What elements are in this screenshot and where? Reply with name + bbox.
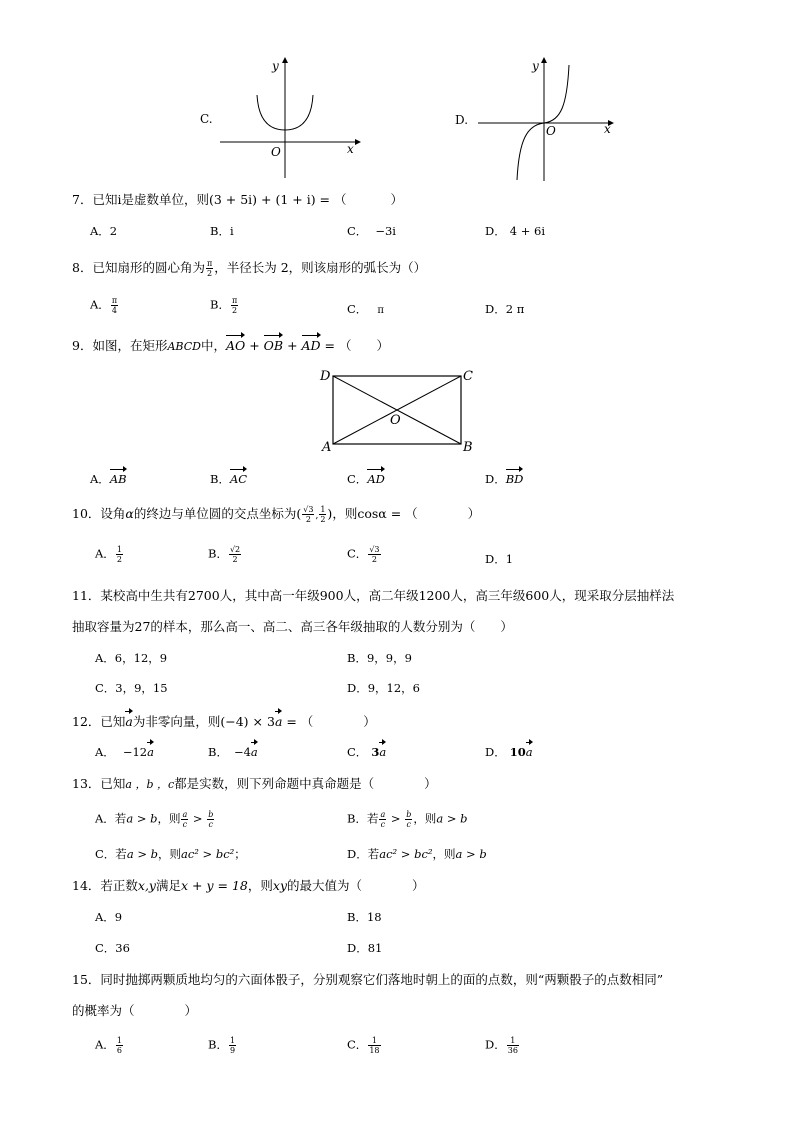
q10-option-d: D．1 [485,552,514,566]
q12-option-d: D． 10a [485,741,533,760]
q8-option-c: C． π [347,302,384,316]
q13-option-a: A．若a > b，则 $\frac{a}{c}$ > $\frac{b}{c}$ [95,810,214,829]
question-7 [72,190,403,208]
q7-option-a: A．2 [90,224,118,238]
x-axis-label: x [347,142,354,156]
vertex-a: A [322,440,332,455]
y-axis-label: y [532,59,539,73]
graph-c-parabola [215,55,365,180]
q12-option-c: C． 3a [347,741,386,760]
question-12: 12．已知a为非零向量，则(−4) × 3a = （ ） [72,710,376,730]
q8-option-b: B． $\frac{\pi}{2}$ [210,296,238,315]
q10-option-b: B． $\frac{√2}{2}$ [208,545,241,564]
origin-label: O [271,145,281,159]
q9-option-c: C．AD [347,468,385,487]
y-axis-arrow [541,57,547,63]
q11-option-d: D．9，12，6 [347,681,420,695]
q8-option-a: A． $\frac{\pi}{4}$ [90,296,118,315]
q11-option-b: B．9，9，9 [347,651,412,665]
q14-option-d: D．81 [347,941,383,955]
question-8: 8．已知扇形的圆心角为 $\frac{\pi}{2}$ ，半径长为 2，则该扇形的弧长为（） [72,259,427,278]
option-d-label: D. [455,113,469,127]
q10-option-c: C． $\frac{√3}{2}$ [347,545,380,564]
q14-option-c: C．36 [95,941,130,955]
question-10: 10．设角α的终边与单位圆的交点坐标为( $\frac{√3}{2}$ , $\frac{1}{2}$ )，则cosα = （ ） [72,505,481,524]
question-13: 13．已知a ，b ，c都是实数，则下列命题中真命题是（ ） [72,776,437,791]
q7-option-c: C． −3i [347,224,396,238]
q8-option-d: D．2 π [485,302,525,316]
q15-option-b: B． $\frac{1}{9}$ [208,1036,236,1055]
q11-option-a: A．6，12，9 [95,651,168,665]
graph-d-cubic [475,55,620,183]
q9-option-d: D．BD [485,468,523,487]
q15-option-c: C． $\frac{1}{18}$ [347,1036,380,1055]
vertex-d: D [320,369,331,384]
question-11-line1: 11．某校高中生共有2700人，其中高一年级900人，高二年级1200人，高三年级600人，现采取分层抽样法 [72,588,675,603]
q14-option-b: B．18 [347,910,382,924]
q12-option-a: A． −12a [95,741,154,760]
question-14: 14．若正数x,y满足x + y = 18，则xy的最大值为（ ） [72,878,425,893]
q15-option-a: A． $\frac{1}{6}$ [95,1036,122,1055]
vertex-c: C [463,369,473,384]
x-axis-label: x [604,122,611,136]
rectangle-abcd-figure [315,362,485,457]
y-axis-label: y [272,59,279,73]
q14-option-a: A．9 [95,910,123,924]
q13-option-d: D．若ac² > bc²，则a > b [347,847,487,861]
center-o: O [390,413,401,428]
origin-label: O [546,124,556,138]
q7-stem: 7．已知i是虚数单位，则 [72,192,209,207]
q13-option-b: B．若 $\frac{a}{c}$ > $\frac{b}{c}$ ，则a > b [347,810,468,829]
x-axis-arrow [355,139,361,145]
q9-option-a: A．AB [90,468,127,487]
question-15-line1: 15．同时抛掷两颗质地均匀的六面体骰子，分别观察它们落地时朝上的面的点数，则“两颗骰子的点数相同” [72,972,664,987]
y-axis-arrow [282,57,288,63]
q10-option-a: A． $\frac{1}{2}$ [95,545,122,564]
question-9: 9．如图，在矩形ABCD中，AO + OB + AD = （ ） [72,334,389,354]
q15-option-d: D． $\frac{1}{36}$ [485,1036,518,1055]
q9-option-b: B．AC [210,468,247,487]
question-15-line2: 的概率为（ ） [72,1003,198,1018]
q7-expression: (3 + 5i) + (1 + i) = （ [208,192,347,207]
q7-option-b: B．i [210,224,234,238]
vertex-b: B [463,440,473,455]
option-c-label: C. [200,112,213,126]
q12-option-b: B． −4a [208,741,258,760]
q7-option-d: D． 4 + 6i [485,224,545,238]
q11-option-c: C．3，9，15 [95,681,168,695]
q13-option-c: C．若a > b，则ac² > bc²； [95,847,246,861]
question-11-line2: 抽取容量为27的样本，那么高一、高二、高三各年级抽取的人数分别为（ ） [72,619,513,634]
q7-paren: ） [390,192,404,207]
